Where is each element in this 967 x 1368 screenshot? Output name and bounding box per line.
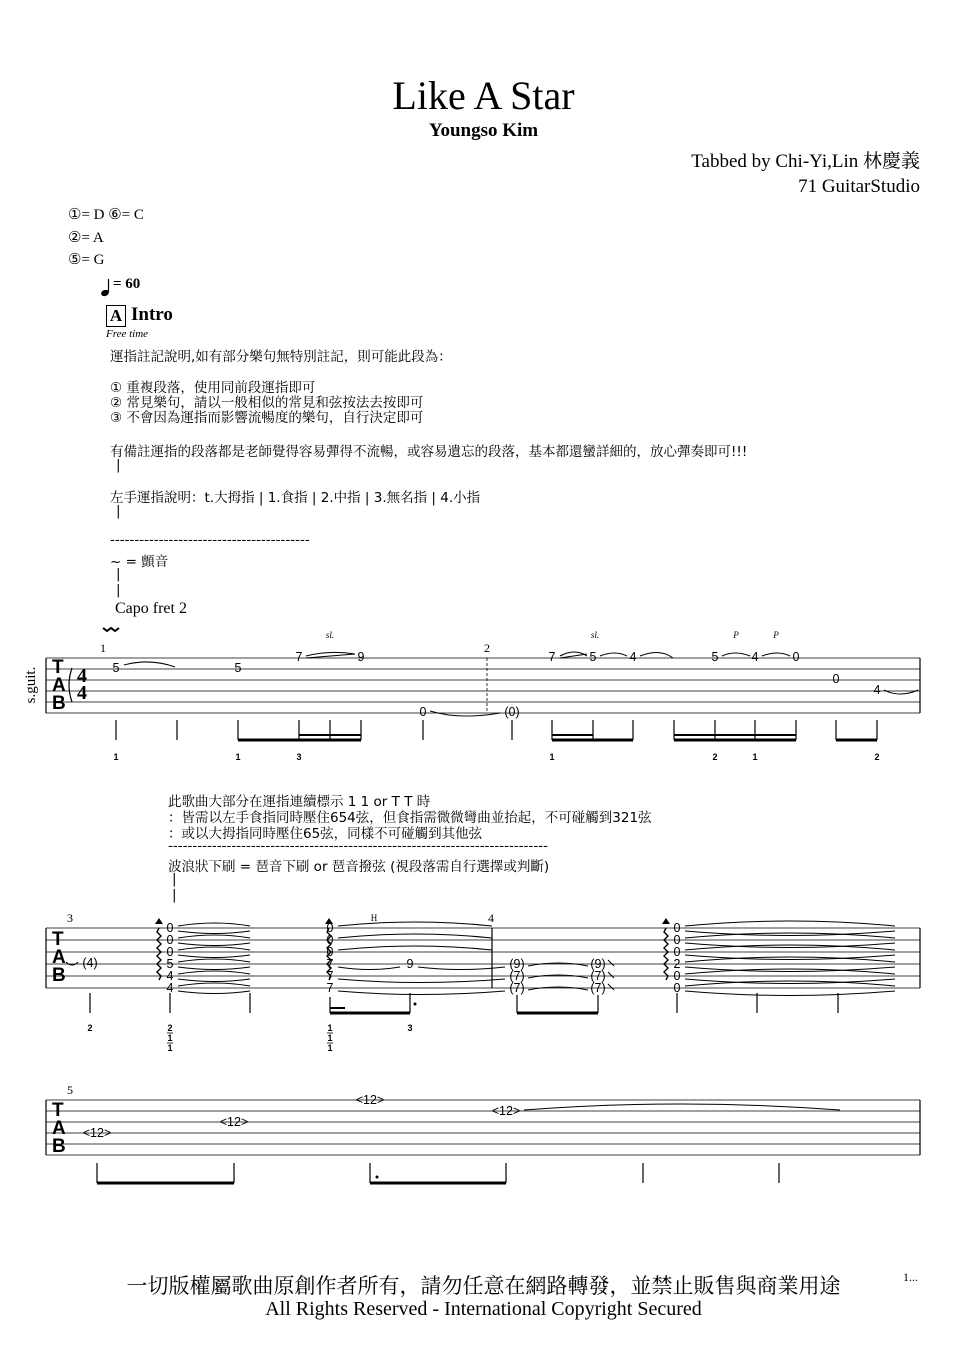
fret-number: 0 (326, 945, 334, 959)
note-line: 左手運指說明：t.大拇指 | 1.食指 | 2.中指 | 3.無名指 | 4.小指 (110, 490, 481, 506)
fingering: 1 (167, 1043, 173, 1053)
fret-number: (4) (82, 956, 98, 970)
fret-number: 0 (166, 945, 174, 959)
fingering: 2 (167, 1023, 173, 1033)
measure-number: 4 (488, 911, 494, 925)
fingering: 3 (407, 1023, 413, 1033)
dot-icon (414, 1003, 417, 1006)
tab-system-3 (46, 1100, 920, 1155)
annotation: H (370, 913, 378, 923)
song-title: Like A Star (392, 73, 575, 118)
fret-number: 5 (589, 650, 597, 664)
tuning-line-2: ②= A (68, 230, 104, 246)
copyright-en: All Rights Reserved - International Copyright Secured (265, 1298, 702, 1320)
fret-number: (7) (590, 969, 606, 983)
tie (524, 1104, 840, 1110)
arpeggio-arrows (155, 918, 670, 924)
fret-number: 7 (326, 981, 334, 995)
note-line: ① 重複段落，使用同前段運指即可 (110, 380, 316, 396)
fret-number: 0 (792, 650, 800, 664)
measure-number: 2 (484, 641, 490, 655)
fret-number: 0 (166, 921, 174, 935)
copyright-cn: 一切版權屬歌曲原創作者所有，請勿任意在網路轉發，並禁止販售與商業用途 (126, 1274, 841, 1298)
fingering: 1 (752, 752, 758, 762)
fret-number: 4 (166, 969, 174, 983)
fret-number: 0 (166, 933, 174, 947)
fret-number: 7 (326, 969, 334, 983)
measure-number: 1 (100, 641, 106, 655)
tab-letter-b: B (52, 1136, 66, 1157)
note-line: | (116, 582, 121, 598)
annotation: sl. (325, 630, 335, 640)
dot-icon (376, 1176, 379, 1179)
system2-ties (66, 921, 895, 996)
fret-number: 9 (357, 650, 365, 664)
tab-letter-a: A (52, 675, 66, 696)
fingering: 1 (549, 752, 555, 762)
fingering: 2 (712, 752, 718, 762)
fret-number: (0) (504, 705, 520, 719)
note-line: ：或以大拇指同時壓住65弦，同樣不可碰觸到其他弦 (168, 826, 483, 842)
fingering: 2 (87, 1023, 93, 1033)
instrument-label: s.guit. (23, 666, 39, 704)
free-time-marking: Free time (106, 328, 149, 340)
note-line: ~ = 顫音 (110, 554, 169, 570)
fingering: 1 (167, 1033, 173, 1043)
fret-number: 9 (406, 957, 414, 971)
fret-number: 4 (751, 650, 759, 664)
tab-letter-t: T (52, 1100, 64, 1121)
fret-number: <12> (355, 1093, 385, 1107)
fret-number: <12> (82, 1126, 112, 1140)
fret-number: 0 (832, 672, 840, 686)
note-line: | (116, 503, 121, 519)
note-line: | (172, 871, 177, 887)
bracket-icon (69, 668, 72, 702)
tab-letter-a: A (52, 1118, 66, 1139)
fret-number: 4 (873, 683, 881, 697)
note-line: 波浪狀下刷 = 琶音下刷 or 琶音撥弦 (視段落需自行選擇或判斷) (168, 859, 550, 875)
fret-number: <12> (219, 1115, 249, 1129)
capo-marking: Capo fret 2 (115, 600, 187, 617)
fret-number: 7 (326, 957, 334, 971)
fret-number: 0 (673, 981, 681, 995)
fret-number: 7 (295, 650, 303, 664)
note-line: 此歌曲大部分在運指連續標示 1 1 or T T 時 (168, 794, 431, 810)
fret-number: 0 (673, 921, 681, 935)
system3-rhythm (97, 1163, 779, 1183)
tuning-line-1: ①= D ⑥= C (68, 207, 144, 223)
note-line: | (116, 566, 121, 582)
fingering-separators (167, 1033, 333, 1043)
note-line: ③ 不會因為運指而影響流暢度的樂句，自行決定即可 (110, 410, 424, 426)
fret-number: 0 (326, 933, 334, 947)
note-line: ----------------------------------------- (110, 532, 310, 548)
fingering: 1 (235, 752, 241, 762)
fret-number: 5 (112, 661, 120, 675)
system2-rhythm (90, 993, 838, 1013)
fingering: 2 (874, 752, 880, 762)
fret-number: 0 (673, 933, 681, 947)
annotation: P (773, 630, 779, 640)
tab-letter-b: B (52, 965, 66, 986)
fingering: 3 (296, 752, 302, 762)
note-line: | (116, 457, 121, 473)
fret-number: 0 (419, 705, 427, 719)
time-sig-top: 4 (77, 665, 87, 687)
note-line: ：皆需以左手食指同時壓住654弦，但食指需微微彎曲並抬起，不可碰觸到321弦 (168, 810, 652, 826)
measure-number: 5 (67, 1083, 73, 1097)
fret-number: (7) (509, 981, 525, 995)
tempo-marking: = 60 (113, 276, 141, 292)
system1-frets (113, 650, 881, 719)
time-sig-bottom: 4 (77, 682, 87, 704)
section-name: Intro (131, 304, 173, 325)
tabbed-by: Tabbed by Chi-Yi,Lin 林慶義 (691, 151, 920, 172)
fret-number: 0 (673, 945, 681, 959)
fret-number: (9) (590, 957, 606, 971)
fret-number: 5 (166, 957, 174, 971)
fret-number: (7) (509, 969, 525, 983)
tab-letter-t: T (52, 929, 64, 950)
fingering: 1 (327, 1033, 333, 1043)
fret-number: <12> (491, 1104, 521, 1118)
section-letter-box: A (106, 305, 126, 327)
annotation: sl. (590, 630, 600, 640)
tab-letter-a: A (52, 947, 66, 968)
note-line: 有備註運指的段落都是老師覺得容易彈得不流暢，或容易遺忘的段落，基本都還蠻詳細的，放心彈奏即可!!! (110, 444, 748, 460)
fret-number: 7 (548, 650, 556, 664)
fingering: 1 (113, 752, 119, 762)
fret-number: 0 (326, 921, 334, 935)
fret-number: (7) (590, 981, 606, 995)
system1-rhythm (116, 720, 877, 740)
tab-system-1 (46, 658, 920, 713)
note-line: ------------------------------------------------------------------------------ (168, 838, 548, 854)
system2-frets (82, 921, 680, 995)
note-line: ② 常見樂句，請以一般相似的常見和弦按法去按即可 (110, 395, 424, 411)
note-line: 運指註記說明,如有部分樂句無特別註記，則可能此段為： (110, 349, 452, 365)
fret-number: 5 (234, 661, 242, 675)
measure-number: 3 (67, 911, 73, 925)
tab-letter-b: B (52, 693, 66, 714)
page-number: 1... (903, 1270, 918, 1284)
studio-name: 71 GuitarStudio (798, 176, 920, 197)
fret-number: 4 (166, 981, 174, 995)
annotation: P (733, 630, 739, 640)
fret-number: (9) (509, 957, 525, 971)
artist-name: Youngso Kim (428, 120, 539, 141)
tremolo-icon (103, 628, 119, 631)
fret-number: 2 (673, 957, 681, 971)
fret-number: 0 (673, 969, 681, 983)
tuning-line-3: ⑤= G (68, 252, 105, 268)
fingering: 1 (327, 1043, 333, 1053)
fret-number: 5 (711, 650, 719, 664)
tab-letter-t: T (52, 657, 64, 678)
note-line: | (172, 887, 177, 903)
fret-number: 4 (629, 650, 637, 664)
fingering: 1 (327, 1023, 333, 1033)
